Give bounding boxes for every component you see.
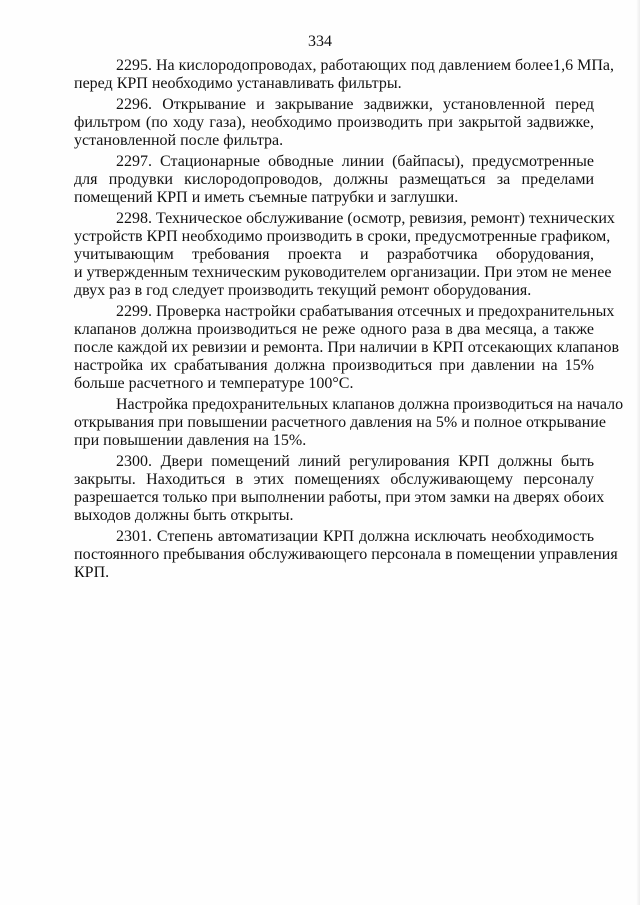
text-line: выходов должны быть открыты.	[74, 507, 294, 524]
paragraph-2298	[74, 210, 615, 300]
paragraph-2299-continuation	[74, 396, 624, 450]
text-line: открывания при повышении расчетного давления на 5% и полное открывание	[74, 414, 606, 431]
paragraph-2300	[74, 453, 605, 525]
text-line: учитывающим требования проекта и разработчика оборудования,	[74, 246, 594, 263]
text-line: фильтром (по ходу газа), необходимо производить при закрытой задвижке,	[74, 114, 594, 131]
text-line: больше расчетного и температуре 100°С.	[74, 375, 354, 392]
scan-edge	[636, 0, 640, 905]
text-line: после каждой их ревизии и ремонта. При наличии в КРП отсекающих клапанов	[74, 339, 619, 356]
text-line: КРП.	[74, 564, 110, 581]
text-line: разрешается только при выполнении работы, при этом замки на дверях обоих	[74, 489, 605, 506]
paragraph-2295	[74, 57, 614, 93]
text-line: 2298. Техническое обслуживание (осмотр, ревизия, ремонт) технических	[116, 210, 615, 227]
text-line: и утвержденным техническим руководителем организации. При этом не менее	[74, 264, 612, 281]
paragraph-2301	[74, 528, 618, 582]
text-line: Настройка предохранительных клапанов должна производиться на начало	[116, 396, 624, 413]
text-line: при повышении давления на 15%.	[74, 432, 307, 449]
text-line: 2295. На кислородопроводах, работающих под давлением более1,6 МПа,	[116, 57, 614, 74]
text-line: устройств КРП необходимо производить в сроки, предусмотренные графиком,	[74, 228, 611, 245]
text-line: 2296. Открывание и закрывание задвижки, установленной перед	[116, 96, 594, 113]
text-line: настройка их срабатывания должна производиться при давлении на 15%	[74, 357, 594, 374]
text-line: двух раз в год следует производить текущий ремонт оборудования.	[74, 282, 532, 299]
text-line: закрыты. Находиться в этих помещениях обслуживающему персоналу	[74, 471, 594, 488]
page-number: 334	[308, 33, 332, 50]
text-line: помещений КРП и иметь съемные патрубки и заглушки.	[74, 189, 459, 206]
text-line: 2297. Стационарные обводные линии (байпасы), предусмотренные	[116, 153, 594, 170]
text-line: клапанов должна производиться не реже одного раза в два месяца, а также	[74, 321, 594, 338]
text-line: 2300. Двери помещений линий регулирования КРП должны быть	[116, 453, 594, 470]
text-line: для продувки кислородопроводов, должны размещаться за пределами	[74, 171, 594, 188]
paragraph-2297	[74, 153, 594, 207]
text-line: 2301. Степень автоматизации КРП должна исключать необходимость	[116, 528, 594, 545]
text-line: 2299. Проверка настройки срабатывания отсечных и предохранительных	[116, 303, 615, 320]
paragraph-2296	[74, 96, 594, 150]
text-line: установленной после фильтра.	[74, 132, 284, 149]
paragraph-2299	[74, 303, 619, 393]
text-line: постоянного пребывания обслуживающего персонала в помещении управления	[74, 546, 618, 563]
page-content	[74, 57, 624, 585]
text-line: перед КРП необходимо устанавливать фильтры.	[74, 75, 402, 92]
